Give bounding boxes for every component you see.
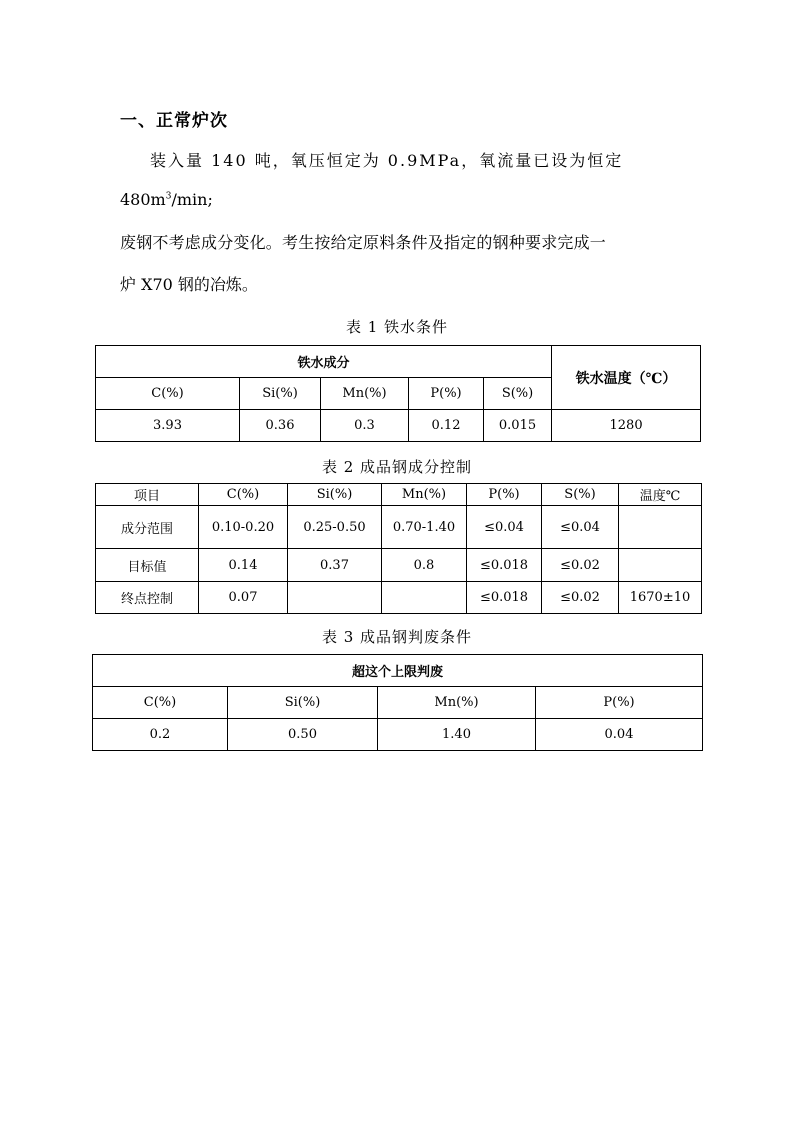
table2-col-header: C(%) (199, 484, 288, 506)
table2-cell: 0.07 (199, 582, 288, 614)
table3-cell: 0.04 (536, 719, 703, 751)
table3-caption: 表 3 成品钢判废条件 (321, 628, 473, 646)
table2-cell: ≤0.018 (467, 582, 542, 614)
flow-value: 480m (120, 190, 166, 209)
table1-cell: 0.12 (409, 410, 484, 442)
table2-cell: ≤0.018 (467, 549, 542, 582)
table2-col-header: 温度℃ (619, 484, 702, 506)
section-heading: 一、正常炉次 (120, 111, 228, 131)
table2-col-header: 项目 (96, 484, 199, 506)
table2-cell (619, 506, 702, 549)
table3-cell: 1.40 (378, 719, 536, 751)
table2-cell: ≤0.04 (467, 506, 542, 549)
table3-col-header: Si(%) (228, 687, 378, 719)
table2-col-header: P(%) (467, 484, 542, 506)
table-row (96, 549, 702, 582)
table1-cell: 0.3 (321, 410, 409, 442)
table2-col-header: Si(%) (288, 484, 382, 506)
table2-cell: ≤0.04 (542, 506, 619, 549)
table3-col-header: Mn(%) (378, 687, 536, 719)
paragraph-charge-info: 装入量 140 吨，氧压恒定为 0.9MPa，氧流量已设为恒定 (150, 151, 624, 170)
table2-cell: 1670±10 (619, 582, 702, 614)
paragraph-steel-grade: 炉 X70 钢的冶炼。 (120, 275, 258, 294)
table2-cell: 0.8 (382, 549, 467, 582)
table2-cell: 0.10-0.20 (199, 506, 288, 549)
table2-caption: 表 2 成品钢成分控制 (321, 458, 473, 476)
table3-cell: 0.2 (93, 719, 228, 751)
paragraph-oxygen-flow (120, 190, 213, 209)
table1-cell: 0.015 (484, 410, 552, 442)
table-row (96, 582, 702, 614)
table1-temp-header: 铁水温度（℃） (552, 346, 701, 410)
table1-cell: 3.93 (96, 410, 240, 442)
table2-cell: 0.14 (199, 549, 288, 582)
table2-cell (382, 582, 467, 614)
table2-col-header: Mn(%) (382, 484, 467, 506)
table3-group-header: 超这个上限判废 (93, 655, 703, 687)
flow-superscript: 3 (165, 191, 172, 202)
table3-col-header: C(%) (93, 687, 228, 719)
table2-row-label: 目标值 (96, 549, 199, 582)
table3-cell: 0.50 (228, 719, 378, 751)
table1-cell: 0.36 (240, 410, 321, 442)
reject-criteria-table (92, 654, 703, 751)
table1-col-header: C(%) (96, 378, 240, 410)
hot-metal-table (95, 345, 701, 442)
table1-col-header: S(%) (484, 378, 552, 410)
table2-cell: 0.37 (288, 549, 382, 582)
table3-col-header: P(%) (536, 687, 703, 719)
table2-cell: ≤0.02 (542, 582, 619, 614)
table2-cell: 0.70-1.40 (382, 506, 467, 549)
table2-cell (288, 582, 382, 614)
table1-col-header: Mn(%) (321, 378, 409, 410)
table1-col-header: P(%) (409, 378, 484, 410)
table2-cell (619, 549, 702, 582)
table2-cell: ≤0.02 (542, 549, 619, 582)
table1-group-header: 铁水成分 (96, 346, 552, 378)
paragraph-instructions: 废钢不考虑成分变化。考生按给定原料条件及指定的钢种要求完成一 (120, 233, 607, 252)
flow-unit: /min; (171, 190, 213, 209)
table2-row-label: 终点控制 (96, 582, 199, 614)
table-row (96, 506, 702, 549)
table1-temp-value: 1280 (552, 410, 701, 442)
table2-cell: 0.25-0.50 (288, 506, 382, 549)
table2-row-label: 成分范围 (96, 506, 199, 549)
table1-caption: 表 1 铁水条件 (345, 318, 449, 336)
table1-col-header: Si(%) (240, 378, 321, 410)
product-composition-table (95, 483, 702, 614)
table2-col-header: S(%) (542, 484, 619, 506)
